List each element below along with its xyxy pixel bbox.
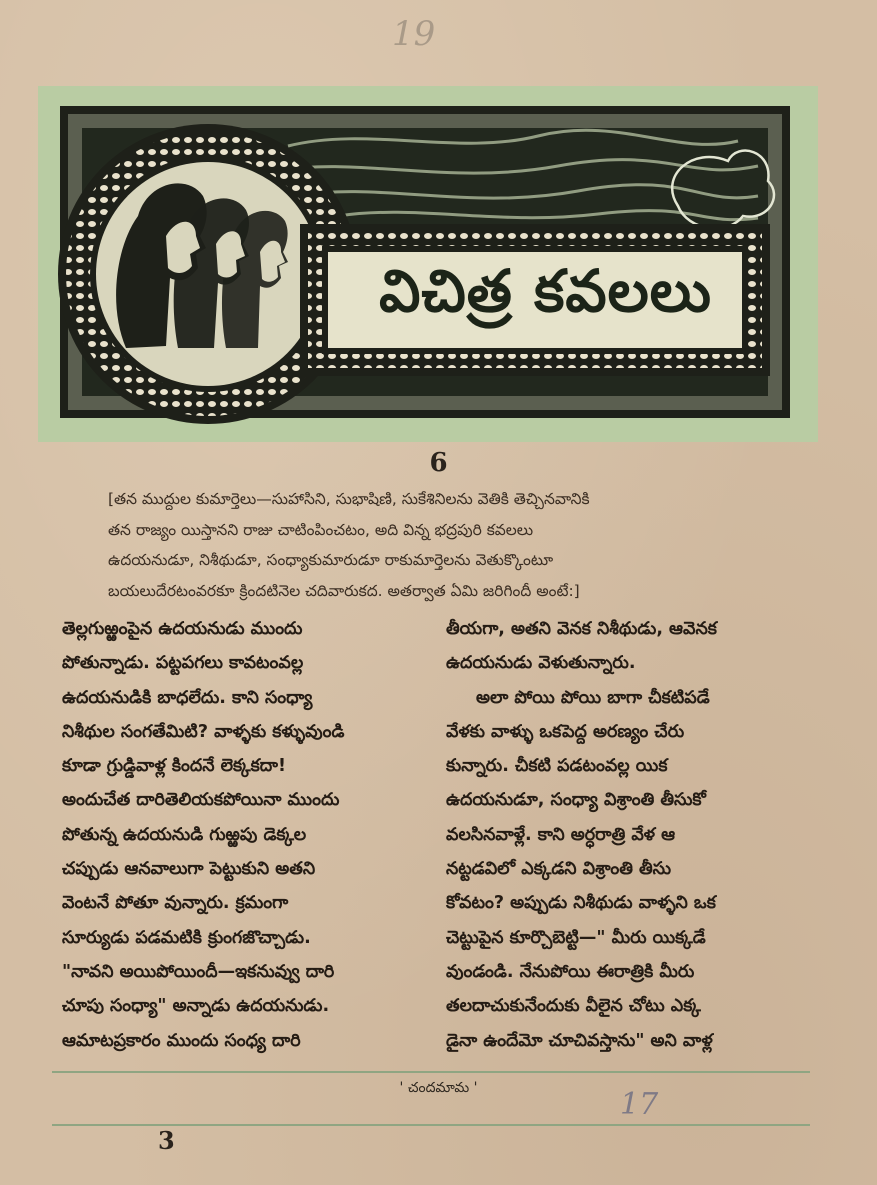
text-line: వెంటనే పోతూ వున్నారు. క్రమంగా xyxy=(62,893,289,914)
chapter-number: 6 xyxy=(429,448,448,478)
title-banner xyxy=(38,86,818,442)
text-line: చప్పుడు ఆనవాలుగా పెట్టుకుని అతని xyxy=(62,859,316,880)
text-line: డైనా ఉందేమో చూచివస్తాను" అని వాళ్ల xyxy=(446,1030,713,1051)
text-line: చూపు సంధ్యా" అన్నాడు ఉదయనుడు. xyxy=(62,996,330,1017)
text-line: కున్నారు. చీకటి పడటంవల్ల యిక xyxy=(446,756,668,777)
left-column xyxy=(62,612,432,1058)
text-line: తలదాచుకునేందుకు వీలైన చోటు ఎక్క xyxy=(446,996,701,1017)
summary-line: బయలుదేరటంవరకూ క్రిందటినెల చదివారుకద. అతర్వాత ఏమి జరిగిందీ అంటే:] xyxy=(108,581,580,600)
text-line: నిశీథుల సంగతేమిటి? వాళ్ళకు కళ్ళువుండి xyxy=(62,721,345,742)
text-line: నట్టడవిలో ఎక్కడని విశ్రాంతి తీసు xyxy=(446,859,672,880)
text-line: ఉదయనుడూ, సంధ్యా విశ్రాంతి తీసుకో xyxy=(446,790,706,811)
text-line: ఉదయనుడికి బాధలేదు. కాని సంధ్యా xyxy=(62,687,313,708)
text-line: వేళకు వాళ్ళు ఒకపెద్ద అరణ్యం చేరు xyxy=(446,721,685,742)
pencil-footer-note: 17 xyxy=(620,1087,659,1122)
footer-rule-top xyxy=(52,1071,810,1073)
summary-line: తన రాజ్యం యిస్తానని రాజు చాటింపించటం, అది విన్న భద్రపురి కవలలు xyxy=(108,520,534,539)
page-number: 3 xyxy=(158,1126,175,1155)
story-title: విచిత్ర కవలలు xyxy=(379,256,712,325)
text-line: అందుచేత దారితెలియకపోయినా ముందు xyxy=(62,790,340,811)
summary-line: [తన ముద్దుల కుమార్తెలు—సుహాసిని, సుభాషిణి, సుకేశినిలను వెతికి తెచ్చినవానికి xyxy=(108,490,590,508)
text-line: కోవటం? అప్పుడు నిశీథుడు వాళ్ళని ఒక xyxy=(446,893,716,914)
summary-line: ఉదయనుడూ, నిశీథుడూ, సంధ్యాకుమారుడూ రాకుమార్తెలను వెతుక్కొంటూ xyxy=(108,551,554,569)
text-line: వలసినవాళ్లే. కాని అర్ధరాత్రి వేళ ఆ xyxy=(446,824,676,845)
text-line: ఉదయనుడు వెళుతున్నారు. xyxy=(446,653,636,674)
right-column xyxy=(446,612,816,1058)
magazine-name: ' చందమామ ' xyxy=(399,1080,478,1096)
text-line: పోతున్నాడు. పట్టపగలు కావటంవల్ల xyxy=(62,653,304,674)
text-line: "నావని అయిపోయిందీ—ఇకనువ్వు దారి xyxy=(62,961,335,982)
text-line: ఆమాటప్రకారం ముందు సంధ్య దారి xyxy=(62,1030,301,1051)
text-line: సూర్యుడు పడమటికి క్రుంగజొచ్చాడు. xyxy=(62,927,311,948)
banner-title-panel xyxy=(308,228,783,368)
previous-summary xyxy=(108,484,808,606)
text-line: తీయగా, అతని వెనక నిశీథుడు, ఆవెనక xyxy=(446,619,717,639)
text-line: చెట్టుపైన కూర్చొబెట్టి—" మీరు యిక్కడే xyxy=(446,927,706,948)
text-line: పోతున్న ఉదయనుడి గుఱ్ఱపు డెక్కల xyxy=(62,824,307,845)
text-line: అలా పోయి పోయి బాగా చీకటిపడే xyxy=(476,687,710,708)
text-line: తెల్లగుఱ్ఱంపైన ఉదయనుడు ముందు xyxy=(62,619,303,639)
pencil-page-note: 19 xyxy=(392,14,436,54)
text-line: కూడా గ్రుడ్డివాళ్ల కిందనే లెక్కకదా! xyxy=(62,756,286,777)
text-line: వుండండి. నేనుపోయి ఈరాత్రికి మీరు xyxy=(446,961,695,982)
